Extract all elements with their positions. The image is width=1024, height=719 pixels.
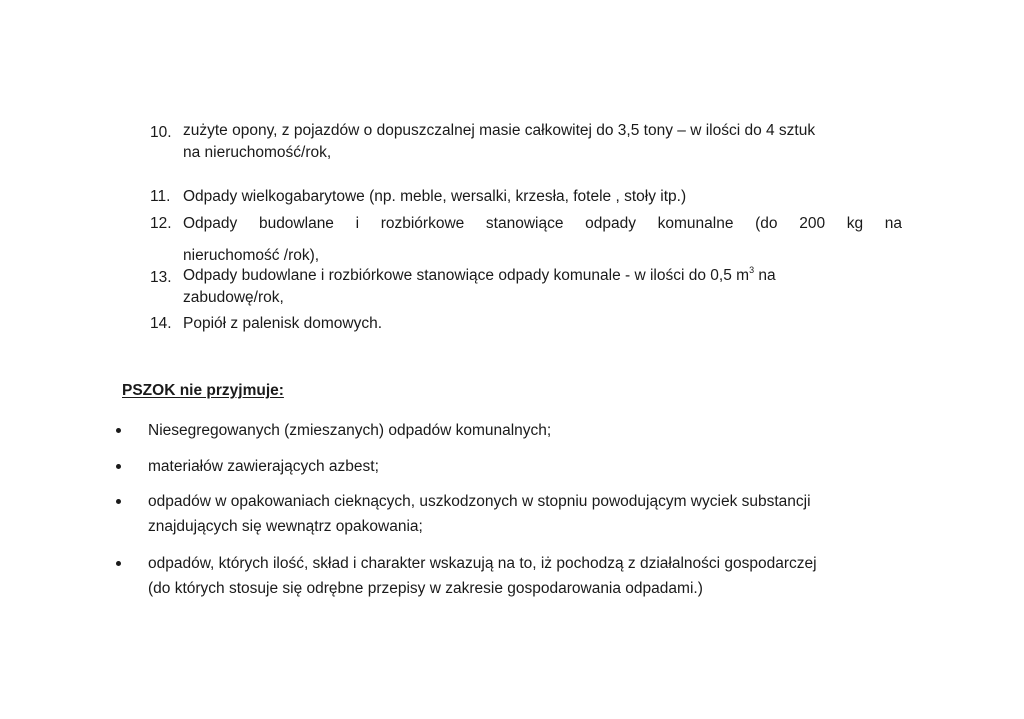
list-item bbox=[150, 184, 902, 210]
list-item bbox=[150, 211, 902, 269]
bullet-icon bbox=[116, 561, 121, 566]
list-item-text: Odpady wielkogabarytowe (np. meble, wersalki, krzesła, fotele , stoły itp.) bbox=[183, 188, 687, 205]
bullet-icon bbox=[116, 464, 121, 469]
list-item-text: odpadów w opakowaniach cieknących, uszkodzonych w stopniu powodującym wyciek substancji znajdujących się wewnątrz opakowania; bbox=[148, 493, 811, 535]
list-item-number: 14. bbox=[150, 315, 172, 332]
list-item-text: materiałów zawierających azbest; bbox=[148, 458, 379, 475]
list-item bbox=[150, 265, 902, 309]
list-item-text-line-2: nieruchomość /rok), bbox=[183, 247, 320, 264]
list-item bbox=[150, 311, 902, 337]
list-item-number: 11. bbox=[150, 188, 171, 205]
list-item bbox=[150, 120, 902, 164]
list-item-text: Niesegregowanych (zmieszanych) odpadów komunalnych; bbox=[148, 422, 552, 439]
list-item bbox=[112, 454, 902, 479]
section-heading: PSZOK nie przyjmuje: bbox=[122, 382, 284, 399]
bullet-icon bbox=[116, 499, 121, 504]
list-item-text: Popiół z palenisk domowych. bbox=[183, 315, 383, 332]
list-item-text: zużyte opony, z pojazdów o dopuszczalnej masie całkowitej do 3,5 tony – w ilości do 4 sztuk na nieruchomość/rok, bbox=[183, 122, 816, 161]
list-item-number: 12. bbox=[150, 215, 172, 232]
superscript: 3 bbox=[749, 265, 755, 275]
list-item bbox=[112, 418, 902, 443]
bullet-icon bbox=[116, 428, 121, 433]
list-item-text: Odpady budowlane i rozbiórkowe stanowiące odpady komunale - w ilości do 0,5 $m^3$ na zabudowę/rok, bbox=[183, 265, 776, 306]
list-item-number: 10. bbox=[150, 124, 172, 141]
list-item-text: odpadów, których ilość, skład i charakter wskazują na to, iż pochodzą z działalności gospodarczej (do których stosuje się odrębne przepisy w zakresie gospodarowania odpadami.) bbox=[148, 555, 817, 597]
list-item bbox=[112, 551, 902, 601]
list-item-text-line-1: Odpady budowlane i rozbiórkowe stanowiące odpady komunalne (do 200 kg na bbox=[183, 215, 902, 232]
list-item bbox=[112, 489, 902, 539]
list-item-number: 13. bbox=[150, 269, 172, 286]
